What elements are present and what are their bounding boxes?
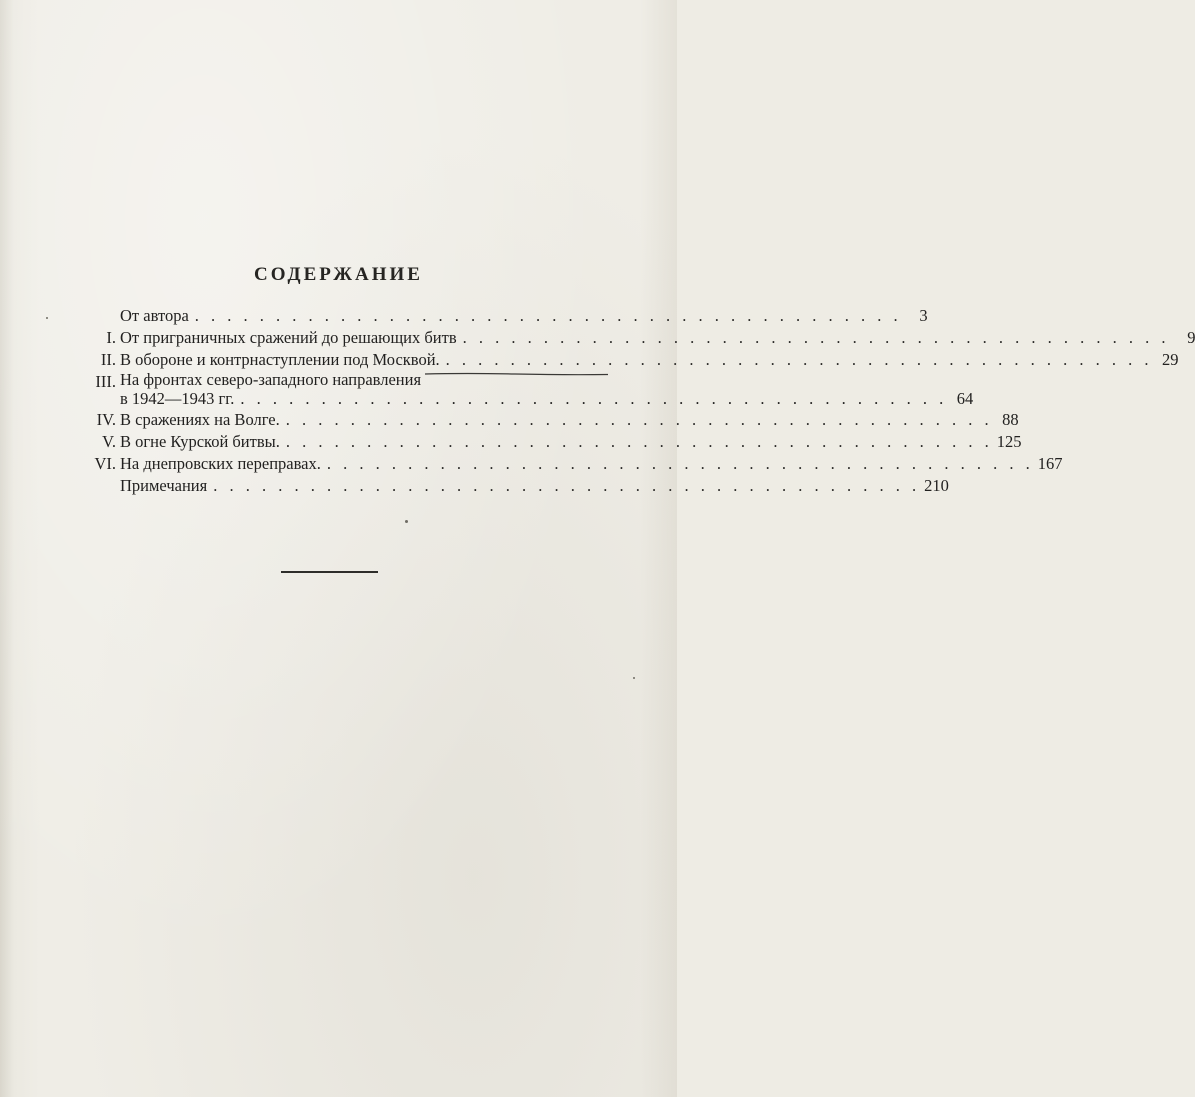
dot-leader: . . . . . . . . . . . . . . . . . . . . . . . . . . . . . . . . . . . . . . . . . . . . — [326, 454, 1034, 473]
toc-entry-number: III. — [95, 372, 116, 391]
dot-leader: . . . . . . . . . . . . . . . . . . . . . . . . . . . . . . . . . . . . . . . . . . . . — [462, 328, 1170, 347]
paper-speck — [633, 677, 635, 679]
toc-entry-number: II. — [100, 350, 116, 369]
toc-entry-title: В обороне и контрнаступлении под Москвой. — [120, 350, 440, 369]
dot-leader: . . . . . . . . . . . . . . . . . . . . . . . . . . . . . . . . . . . . . . . . . . . . — [194, 306, 902, 325]
toc-entry-chapter-3 — [78, 370, 974, 409]
paper-speck — [405, 520, 408, 523]
dot-leader: . . . . . . . . . . . . . . . . . . . . . . . . . . . . . . . . . . . . . . . . . . . . — [285, 410, 993, 429]
toc-entry-author-preface — [78, 305, 928, 327]
dot-leader: . . . . . . . . . . . . . . . . . . . . . . . . . . . . . . . . . . . . . . . . . . . . — [240, 389, 948, 408]
toc-entry-title: От автора — [120, 306, 189, 325]
toc-entry-title-line-2: в 1942—1943 гг. — [120, 389, 235, 408]
toc-entry-page: 88 — [1002, 410, 1019, 429]
toc-entry-page: 210 — [924, 476, 949, 495]
section-end-rule — [281, 571, 378, 573]
toc-entry-chapter-4 — [78, 409, 1019, 431]
toc-entry-number: I. — [106, 328, 116, 347]
toc-entry-title-line-1: На фронтах северо-западного направления — [120, 370, 422, 389]
dot-leader: . . . . . . . . . . . . . . . . . . . . . . . . . . . . . . . . . . . . . . . . . . . . — [445, 350, 1153, 369]
toc-entry-page: 125 — [996, 432, 1022, 451]
paper-speck — [46, 317, 48, 319]
dot-leader: . . . . . . . . . . . . . . . . . . . . . . . . . . . . . . . . . . . . . . . . . . . . — [213, 476, 921, 495]
toc-entry-number: IV. — [96, 410, 116, 429]
toc-entry-line — [120, 389, 974, 409]
table-of-contents — [78, 305, 1195, 497]
contents-heading: СОДЕРЖАНИЕ — [254, 264, 423, 285]
toc-entry-line — [120, 327, 1195, 349]
toc-entry-chapter-6 — [78, 453, 1063, 475]
toc-entry-page: 167 — [1037, 454, 1063, 473]
toc-entry-title: От приграничных сражений до решающих битв — [120, 328, 457, 347]
toc-entry-page: 3 — [919, 306, 928, 325]
toc-entry-number: V. — [102, 432, 116, 451]
toc-entry-chapter-2 — [78, 349, 1179, 371]
toc-entry-title: Примечания — [120, 476, 208, 495]
toc-entry-line — [120, 431, 1022, 453]
toc-entry-page: 29 — [1162, 350, 1179, 369]
toc-entry-title: На днепровских переправах. — [120, 454, 321, 473]
toc-entry-line — [120, 409, 1019, 431]
toc-entry-page: 64 — [956, 389, 974, 408]
toc-entry-line — [120, 453, 1063, 475]
toc-entry-line — [120, 305, 928, 327]
toc-entry-line — [120, 475, 949, 497]
toc-entry-chapter-1 — [78, 327, 1195, 349]
toc-entry-chapter-5 — [78, 431, 1022, 453]
toc-entry-number: VI. — [94, 454, 116, 473]
toc-entry-title: В сражениях на Волге. — [120, 410, 280, 429]
dot-leader: . . . . . . . . . . . . . . . . . . . . . . . . . . . . . . . . . . . . . . . . . . . . — [285, 432, 993, 451]
pencil-underline-mark — [425, 372, 608, 376]
toc-entry-notes — [78, 475, 949, 497]
toc-entry-page: 9 — [1187, 328, 1195, 347]
toc-entry-title: В огне Курской битвы. — [120, 432, 280, 451]
toc-entry-line — [120, 349, 1179, 371]
